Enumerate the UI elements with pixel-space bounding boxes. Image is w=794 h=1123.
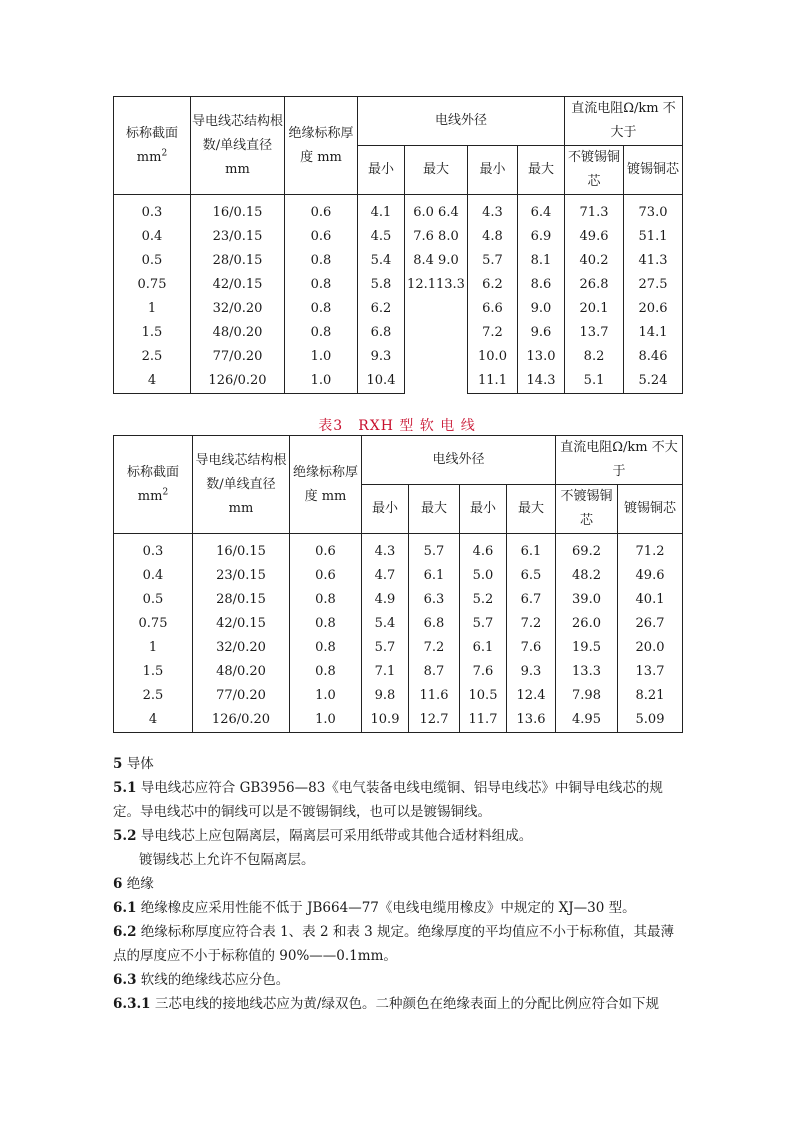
cell-three-core-max: 7.2 <box>507 612 556 636</box>
cell-insulation: 0.6 <box>290 564 362 588</box>
header-three-core-min: 最小 <box>460 485 507 534</box>
cell-resistance-tinned: 41.3 <box>624 249 683 273</box>
cell-area: 1.5 <box>114 321 191 345</box>
cell-three-core-min: 6.6 <box>468 297 518 321</box>
cell-three-core-max: 13.6 <box>507 708 556 733</box>
cell-three-core-max: 6.4 <box>518 195 565 226</box>
cell-resistance-plain: 20.1 <box>565 297 624 321</box>
cell-insulation: 1.0 <box>285 369 358 394</box>
cell-resistance-plain: 7.98 <box>556 684 618 708</box>
cell-resistance-plain: 26.0 <box>556 612 618 636</box>
clause-text: 绝缘橡皮应采用性能不低于 JB664—77《电线电缆用橡皮》中规定的 XJ—30 型。 <box>140 900 636 916</box>
clause-number: 6 <box>113 876 123 892</box>
cell-two-core-max: 6.1 <box>409 564 460 588</box>
header-area: 标称截面 $mm^2$ <box>114 436 193 534</box>
cell-resistance-plain: 49.6 <box>565 225 624 249</box>
cell-three-core-max: 13.0 <box>518 345 565 369</box>
table-row <box>114 249 683 273</box>
table-row <box>114 369 683 394</box>
cell-area: 0.3 <box>114 534 193 565</box>
header-three-core-max: 最大 <box>518 146 565 195</box>
cell-three-core-max: 12.4 <box>507 684 556 708</box>
cell-conductor: 28/0.15 <box>191 249 285 273</box>
cell-insulation: 1.0 <box>290 708 362 733</box>
table-row <box>114 684 683 708</box>
cell-resistance-plain: 13.7 <box>565 321 624 345</box>
cell-two-core-min: 7.1 <box>362 660 409 684</box>
cell-resistance-plain: 4.95 <box>556 708 618 733</box>
table-row <box>114 612 683 636</box>
cell-three-core-min: 5.7 <box>460 612 507 636</box>
cell-conductor: 77/0.20 <box>193 684 290 708</box>
header-three-core-min: 最小 <box>468 146 518 195</box>
cell-conductor: 42/0.15 <box>193 612 290 636</box>
cell-area: 4 <box>114 708 193 733</box>
cell-area: 0.75 <box>114 273 191 297</box>
cell-two-core-max: 12.7 <box>409 708 460 733</box>
clause-paragraph <box>113 848 685 872</box>
cell-conductor: 126/0.20 <box>191 369 285 394</box>
cell-two-core-min: 4.7 <box>362 564 409 588</box>
cell-three-core-min: 5.0 <box>460 564 507 588</box>
table-row <box>114 321 683 345</box>
header-three-core-max: 最大 <box>507 485 556 534</box>
cell-three-core-min: 4.6 <box>460 534 507 565</box>
cell-two-core-max: 6.3 <box>409 588 460 612</box>
cell-insulation: 0.8 <box>285 297 358 321</box>
cell-area: 0.4 <box>114 564 193 588</box>
clause-number: 6.2 <box>113 924 137 940</box>
clause-number: 6.3 <box>113 972 137 988</box>
cell-two-core-max: 11.6 <box>409 684 460 708</box>
clause-text: 导体 <box>126 756 154 772</box>
table-row <box>114 588 683 612</box>
cell-resistance-tinned: 8.21 <box>618 684 683 708</box>
cell-area: 1 <box>114 297 191 321</box>
header-resistance: 直流电阻Ω/km 不大于 <box>565 97 683 146</box>
cell-three-core-min: 7.2 <box>468 321 518 345</box>
header-tinned-copper: 镀锡铜芯 <box>624 146 683 195</box>
cell-three-core-min: 6.2 <box>468 273 518 297</box>
cell-resistance-plain: 71.3 <box>565 195 624 226</box>
cell-insulation: 0.8 <box>285 273 358 297</box>
table-row <box>114 660 683 684</box>
cell-two-core-max: 8.7 <box>409 660 460 684</box>
cell-two-core-min: 9.8 <box>362 684 409 708</box>
header-area: 标称截面 $mm^2$ <box>114 97 191 195</box>
cell-resistance-tinned: 20.0 <box>618 636 683 660</box>
header-plain-copper: 不镀锡铜芯 <box>556 485 618 534</box>
table-row <box>114 195 683 226</box>
cell-two-core-max: 5.7 <box>409 534 460 565</box>
clause-number: 5.1 <box>113 780 137 796</box>
spec-body-text <box>113 752 685 1016</box>
table-row <box>114 564 683 588</box>
cell-resistance-plain: 5.1 <box>565 369 624 394</box>
cell-insulation: 0.8 <box>285 249 358 273</box>
cell-three-core-min: 10.0 <box>468 345 518 369</box>
clause-number: 5 <box>113 756 123 772</box>
cell-two-core-min: 5.4 <box>362 612 409 636</box>
cell-conductor: 16/0.15 <box>191 195 285 226</box>
table-3-body <box>114 534 683 733</box>
cell-resistance-plain: 69.2 <box>556 534 618 565</box>
table-row <box>114 708 683 733</box>
cell-conductor: 32/0.20 <box>193 636 290 660</box>
clause-text: 软线的绝缘线芯应分色。 <box>140 972 290 988</box>
cell-resistance-tinned: 20.6 <box>624 297 683 321</box>
cell-three-core-max: 14.3 <box>518 369 565 394</box>
header-two-core-min: 最小 <box>362 485 409 534</box>
header-two-core-max: 最大 <box>409 485 460 534</box>
cell-resistance-tinned: 51.1 <box>624 225 683 249</box>
clause-paragraph <box>113 920 685 968</box>
clause-paragraph <box>113 968 685 992</box>
table-row <box>114 225 683 249</box>
clause-paragraph <box>113 776 685 824</box>
cell-three-core-min: 5.7 <box>468 249 518 273</box>
cell-three-core-max: 6.5 <box>507 564 556 588</box>
cell-conductor: 48/0.20 <box>193 660 290 684</box>
cell-two-core-min: 9.3 <box>358 345 405 369</box>
cell-insulation: 0.8 <box>290 636 362 660</box>
cell-three-core-max: 8.1 <box>518 249 565 273</box>
cell-resistance-tinned: 5.09 <box>618 708 683 733</box>
cell-resistance-plain: 19.5 <box>556 636 618 660</box>
cell-two-core-max: 6.8 <box>409 612 460 636</box>
cell-resistance-tinned: 14.1 <box>624 321 683 345</box>
cell-conductor: 42/0.15 <box>191 273 285 297</box>
cell-area: 0.5 <box>114 588 193 612</box>
cell-three-core-max: 7.6 <box>507 636 556 660</box>
cell-three-core-max: 9.6 <box>518 321 565 345</box>
wire-spec-table-3 <box>113 435 683 733</box>
header-two-core-min: 最小 <box>358 146 405 195</box>
table-row <box>114 273 683 297</box>
cell-resistance-tinned: 8.46 <box>624 345 683 369</box>
cell-two-core-min: 4.1 <box>358 195 405 226</box>
header-conductor: 导电线芯结构根数/单线直径 mm <box>193 436 290 534</box>
cell-three-core-min: 6.1 <box>460 636 507 660</box>
clause-text: 绝缘 <box>126 876 154 892</box>
cell-three-core-max: 9.3 <box>507 660 556 684</box>
cell-resistance-plain: 39.0 <box>556 588 618 612</box>
cell-insulation: 0.6 <box>285 225 358 249</box>
cell-resistance-tinned: 40.1 <box>618 588 683 612</box>
clause-number: 5.2 <box>113 828 137 844</box>
cell-conductor: 48/0.20 <box>191 321 285 345</box>
cell-two-core-max: 7.2 <box>409 636 460 660</box>
clause-paragraph <box>113 872 685 896</box>
cell-conductor: 28/0.15 <box>193 588 290 612</box>
cell-conductor: 32/0.20 <box>191 297 285 321</box>
clause-number: 6.1 <box>113 900 137 916</box>
cell-area: 2.5 <box>114 345 191 369</box>
cell-insulation: 0.8 <box>290 612 362 636</box>
cell-area: 0.3 <box>114 195 191 226</box>
cell-three-core-min: 4.3 <box>468 195 518 226</box>
header-two-core-max: 最大 <box>405 146 468 195</box>
cell-resistance-tinned: 5.24 <box>624 369 683 394</box>
clause-text: 导电线芯上应包隔离层，隔离层可采用纸带或其他合适材料组成。 <box>140 828 533 844</box>
cell-three-core-min: 10.5 <box>460 684 507 708</box>
cell-conductor: 23/0.15 <box>191 225 285 249</box>
cell-resistance-tinned: 73.0 <box>624 195 683 226</box>
header-outer-diameter: 电线外径 <box>362 436 556 485</box>
cell-area: 0.75 <box>114 612 193 636</box>
clause-text: 导电线芯应符合 GB3956—83《电气装备电线电缆铜、铝导电线芯》中铜导电线芯的规定。导电线芯中的铜线可以是不镀锡铜线，也可以是镀锡铜线。 <box>113 780 663 820</box>
cell-insulation: 0.8 <box>290 588 362 612</box>
clause-paragraph <box>113 752 685 776</box>
header-outer-diameter: 电线外径 <box>358 97 565 146</box>
cell-area: 1.5 <box>114 660 193 684</box>
header-resistance: 直流电阻Ω/km 不大于 <box>556 436 683 485</box>
cell-insulation: 0.6 <box>290 534 362 565</box>
header-conductor: 导电线芯结构根数/单线直径 mm <box>191 97 285 195</box>
clause-text: 绝缘标称厚度应符合表 1、表 2 和表 3 规定。绝缘厚度的平均值应不小于标称值，其最薄点的厚度应不小于标称值的 90%——0.1mm。 <box>113 924 675 964</box>
cell-three-core-min: 11.7 <box>460 708 507 733</box>
cell-two-core-max-merged: 6.0 6.4 7.6 8.0 8.4 9.0 12.113.3 <box>405 195 468 394</box>
cell-two-core-min: 5.8 <box>358 273 405 297</box>
header-plain-copper: 不镀锡铜芯 <box>565 146 624 195</box>
cell-area: 2.5 <box>114 684 193 708</box>
cell-area: 1 <box>114 636 193 660</box>
table-1-body <box>114 195 683 394</box>
cell-resistance-plain: 48.2 <box>556 564 618 588</box>
table-row <box>114 636 683 660</box>
cell-resistance-plain: 40.2 <box>565 249 624 273</box>
cell-two-core-min: 10.9 <box>362 708 409 733</box>
cell-insulation: 0.8 <box>285 321 358 345</box>
cell-conductor: 77/0.20 <box>191 345 285 369</box>
cell-insulation: 1.0 <box>285 345 358 369</box>
cell-two-core-min: 5.4 <box>358 249 405 273</box>
cell-area: 0.5 <box>114 249 191 273</box>
cell-conductor: 16/0.15 <box>193 534 290 565</box>
cell-resistance-tinned: 49.6 <box>618 564 683 588</box>
cell-two-core-min: 4.3 <box>362 534 409 565</box>
cell-two-core-min: 6.8 <box>358 321 405 345</box>
cell-area: 4 <box>114 369 191 394</box>
clause-paragraph <box>113 992 685 1016</box>
cell-insulation: 0.6 <box>285 195 358 226</box>
cell-two-core-min: 4.9 <box>362 588 409 612</box>
cell-three-core-min: 11.1 <box>468 369 518 394</box>
cell-three-core-max: 9.0 <box>518 297 565 321</box>
cell-three-core-max: 6.7 <box>507 588 556 612</box>
cell-resistance-plain: 8.2 <box>565 345 624 369</box>
table-row <box>114 534 683 565</box>
header-insulation: 绝缘标称厚度 mm <box>285 97 358 195</box>
cell-area: 0.4 <box>114 225 191 249</box>
cell-resistance-plain: 26.8 <box>565 273 624 297</box>
clause-text: 镀锡线芯上允许不包隔离层。 <box>139 852 315 868</box>
cell-three-core-max: 6.9 <box>518 225 565 249</box>
table-row <box>114 297 683 321</box>
header-tinned-copper: 镀锡铜芯 <box>618 485 683 534</box>
cell-insulation: 1.0 <box>290 684 362 708</box>
clause-paragraph <box>113 824 685 848</box>
cell-three-core-min: 5.2 <box>460 588 507 612</box>
cell-resistance-tinned: 71.2 <box>618 534 683 565</box>
cell-resistance-tinned: 27.5 <box>624 273 683 297</box>
clause-number: 6.3.1 <box>113 996 151 1012</box>
cell-conductor: 126/0.20 <box>193 708 290 733</box>
cell-three-core-max: 8.6 <box>518 273 565 297</box>
cell-resistance-tinned: 26.7 <box>618 612 683 636</box>
cell-resistance-plain: 13.3 <box>556 660 618 684</box>
cell-three-core-min: 7.6 <box>460 660 507 684</box>
header-insulation: 绝缘标称厚度 mm <box>290 436 362 534</box>
table-row <box>114 345 683 369</box>
table-3-caption: 表3 RXH 型 软 电 线 <box>318 418 476 434</box>
cell-two-core-min: 4.5 <box>358 225 405 249</box>
cell-resistance-tinned: 13.7 <box>618 660 683 684</box>
clause-paragraph <box>113 896 685 920</box>
clause-text: 三芯电线的接地线芯应为黄/绿双色。二种颜色在绝缘表面上的分配比例应符合如下规 <box>154 996 659 1012</box>
cell-two-core-min: 5.7 <box>362 636 409 660</box>
cell-conductor: 23/0.15 <box>193 564 290 588</box>
cell-three-core-min: 4.8 <box>468 225 518 249</box>
wire-spec-table-1 <box>113 96 683 394</box>
cell-two-core-min: 10.4 <box>358 369 405 394</box>
cell-insulation: 0.8 <box>290 660 362 684</box>
cell-two-core-min: 6.2 <box>358 297 405 321</box>
cell-three-core-max: 6.1 <box>507 534 556 565</box>
